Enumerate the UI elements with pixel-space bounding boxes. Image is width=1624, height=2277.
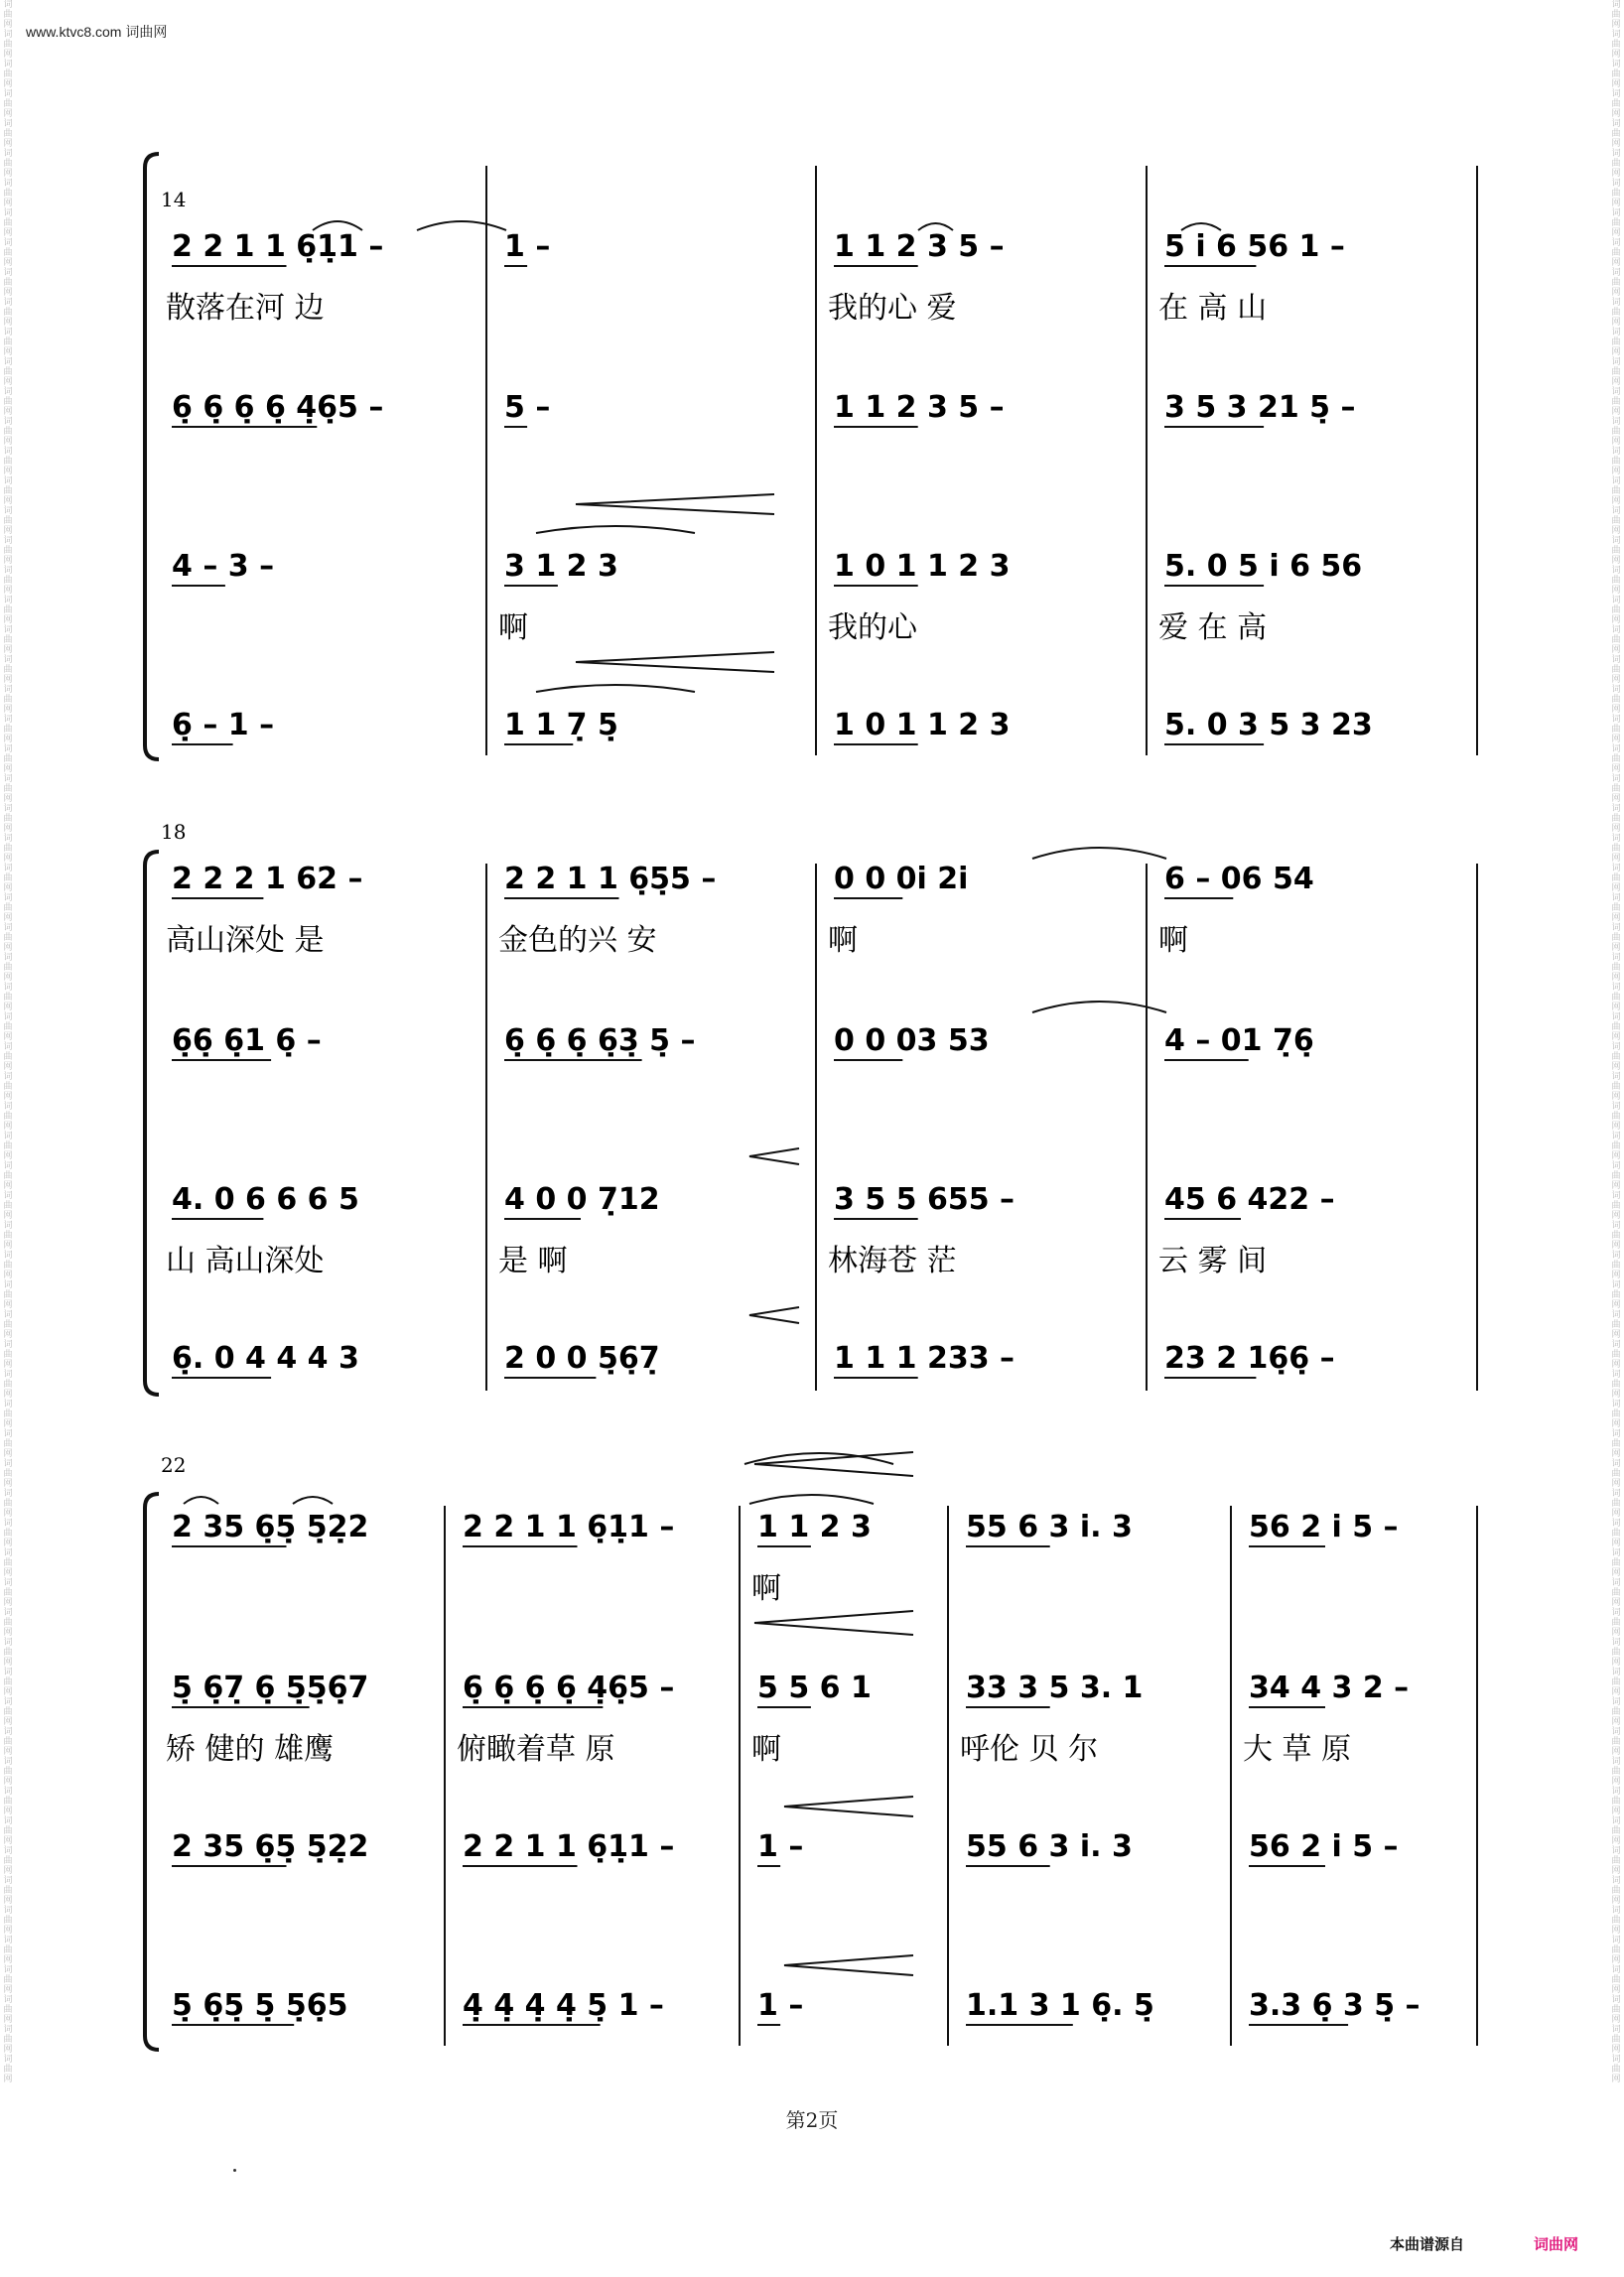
note-group: 56 2 i 5 – — [1249, 1510, 1399, 1544]
crescendo-hairpin — [754, 1611, 913, 1635]
lyric-text: 我的心 — [828, 610, 917, 645]
note-group: 1 1 2 3 5 – — [834, 390, 1005, 425]
note-group: 6̣ – 1 – — [172, 708, 275, 742]
note-group: 1.1 3 1 6̣. 5̣ — [966, 1988, 1154, 2023]
note-group: 23 2 16̣6̣ – — [1164, 1341, 1335, 1376]
note-group: 5̣ 6̣5̣ 5̣ 5̣6̣5 — [172, 1988, 348, 2023]
lyric-text: 金色的兴 安 — [498, 923, 657, 958]
measure-number: 18 — [161, 820, 187, 844]
slur-arc — [536, 526, 695, 533]
note-group: 1 1 2 3 — [757, 1510, 872, 1544]
slur-arc — [1032, 848, 1166, 859]
note-group: 1 1 7̣ 5̣ — [504, 708, 618, 742]
note-group: 55 6 3 i. 3 — [966, 1510, 1133, 1544]
note-group: 2 35 6̣5̣ 5̣2̣2 — [172, 1510, 369, 1544]
page-number-label: 第2页 — [785, 2108, 839, 2132]
note-group: 3.3 6̣ 3 5̣ – — [1249, 1988, 1421, 2023]
note-group: 5. 0 3 5 3 23 — [1164, 708, 1373, 742]
note-group: 1 – — [757, 1829, 804, 1864]
site-label: www.ktvc8.com 词曲网 — [26, 24, 168, 40]
note-group: 4 0 0 7̣12 — [504, 1182, 660, 1217]
note-group: 1 – — [757, 1988, 804, 2023]
note-group: 6̣. 0 4 4 4 3 — [172, 1341, 359, 1376]
note-group: 5 5 6 1 — [757, 1671, 872, 1705]
system-bracket — [145, 1494, 159, 2050]
note-group: 6̣ 6̣ 6̣ 6̣ 4̣6̣5 – — [463, 1671, 675, 1705]
slur-arc — [417, 221, 506, 230]
crescendo-hairpin — [576, 652, 774, 672]
stray-dot — [233, 2169, 236, 2172]
crescendo-hairpin — [749, 1148, 799, 1164]
crescendo-hairpin — [784, 1797, 913, 1816]
note-group: 4̣ 4̣ 4̣ 4̣ 5̣ 1 – — [463, 1988, 664, 2023]
measure-number: 22 — [161, 1453, 187, 1477]
slur-arc — [749, 1495, 874, 1504]
note-group: 0 0 0i 2i — [834, 862, 969, 896]
right-watermark: 词曲网词曲网词曲网词曲网词曲网词曲网词曲网词曲网词曲网词曲网词曲网词曲网词曲网词曲网词曲网词曲网词曲网词曲网词曲网词曲网词曲网词曲网词曲网词曲网词曲网词曲网词曲网词曲网词曲网词曲网词曲网词曲网词曲网词曲网词曲网词曲网词曲网词曲网词曲网词曲网词曲网词曲网词曲网词曲网词曲网词曲网词曲网词曲网词曲网词曲网词曲网词曲网词曲网词曲网词曲网词曲网词曲网词曲网词曲网词曲网词曲网词曲网词曲网词曲网词曲网词曲网词曲网词曲网词曲网词曲网 — [1611, 0, 1621, 2084]
lyric-text: 啊 — [498, 610, 528, 645]
note-group: 1 0 1 1 2 3 — [834, 549, 1011, 584]
note-group: 2 2 2 1 62 – — [172, 862, 363, 896]
slur-arc — [536, 685, 695, 692]
note-group: 2 2 1 1 6̣5̣5 – — [504, 862, 717, 896]
note-group: 3 1 2 3 — [504, 549, 618, 584]
note-group: 6̣ 6̣ 6̣ 6̣3̣ 5̣ – — [504, 1023, 696, 1058]
lyric-text: 山 高山深处 — [166, 1244, 325, 1278]
measure-number: 14 — [161, 188, 187, 211]
crescendo-hairpin — [749, 1307, 799, 1323]
slur-arc — [293, 1497, 333, 1504]
note-group: 2 0 0 5̣6̣7̣ — [504, 1341, 660, 1376]
note-group: 1 1 2 3 5 – — [834, 229, 1005, 264]
lyric-text: 是 啊 — [498, 1244, 568, 1278]
system-bracket — [145, 852, 159, 1395]
brand-logo-text: 词曲网 — [1534, 2235, 1579, 2253]
lyric-text: 啊 — [751, 1571, 781, 1606]
note-group: 4 – 3 – — [172, 549, 275, 584]
note-group: 5 i 6 56 1 – — [1164, 229, 1345, 264]
note-group: 6 – 06 54 — [1164, 862, 1314, 896]
note-group: 34 4 3 2 – — [1249, 1671, 1410, 1705]
note-group: 5. 0 5 i 6 56 — [1164, 549, 1363, 584]
system-bracket — [145, 154, 159, 759]
note-group: 5̣ 6̣7̣ 6̣ 5̣5̣6̣7 — [172, 1671, 369, 1705]
lyric-text: 林海苍 茫 — [828, 1244, 957, 1278]
crescendo-hairpin — [784, 1955, 913, 1975]
lyric-text: 我的心 爱 — [828, 291, 957, 326]
note-group: 2 2 1 1 6̣1̣1 – — [463, 1829, 675, 1864]
lyric-text: 云 雾 间 — [1158, 1244, 1268, 1278]
lyric-text: 大 草 原 — [1243, 1732, 1352, 1767]
lyric-text: 啊 — [1158, 923, 1188, 958]
note-group: 4 – 01 7̣6̣ — [1164, 1023, 1314, 1058]
note-group: 6̣ 6̣ 6̣ 6̣ 4̣6̣5 – — [172, 390, 384, 425]
lyric-text: 啊 — [751, 1732, 781, 1767]
note-group: 1 1 1 233 – — [834, 1341, 1015, 1376]
note-group: 1 – — [504, 229, 551, 264]
lyric-text: 俯瞰着草 原 — [457, 1732, 615, 1767]
source-label: 本曲谱源自 — [1390, 2235, 1465, 2253]
note-group: 0 0 03 53 — [834, 1023, 990, 1058]
note-group: 3 5 5 655 – — [834, 1182, 1015, 1217]
note-group: 2 2 1 1 6̣1̣1 – — [172, 229, 384, 264]
note-group: 55 6 3 i. 3 — [966, 1829, 1133, 1864]
lyric-text: 啊 — [828, 923, 858, 958]
lyric-text: 高山深处 是 — [166, 923, 325, 958]
note-group: 2 2 1 1 6̣1̣1 – — [463, 1510, 675, 1544]
crescendo-hairpin — [576, 494, 774, 514]
lyric-text: 呼伦 贝 尔 — [960, 1732, 1099, 1767]
note-group: 5 – — [504, 390, 551, 425]
lyric-text: 散落在河 边 — [166, 291, 325, 326]
note-group: 4. 0 6 6 6 5 — [172, 1182, 359, 1217]
lyric-text: 在 高 山 — [1158, 291, 1268, 326]
left-watermark: 词曲网词曲网词曲网词曲网词曲网词曲网词曲网词曲网词曲网词曲网词曲网词曲网词曲网词曲网词曲网词曲网词曲网词曲网词曲网词曲网词曲网词曲网词曲网词曲网词曲网词曲网词曲网词曲网词曲网词曲网词曲网词曲网词曲网词曲网词曲网词曲网词曲网词曲网词曲网词曲网词曲网词曲网词曲网词曲网词曲网词曲网词曲网词曲网词曲网词曲网词曲网词曲网词曲网词曲网词曲网词曲网词曲网词曲网词曲网词曲网词曲网词曲网词曲网词曲网词曲网词曲网词曲网词曲网词曲网词曲网 — [3, 0, 13, 2084]
note-group: 1 0 1 1 2 3 — [834, 708, 1011, 742]
slur-arc — [184, 1497, 218, 1504]
note-group: 2 35 6̣5̣ 5̣2̣2 — [172, 1829, 369, 1864]
note-group: 6̣6̣ 6̣1 6̣ – — [172, 1023, 322, 1058]
lyric-text: 矫 健的 雄鹰 — [166, 1732, 335, 1767]
note-group: 56 2 i 5 – — [1249, 1829, 1399, 1864]
note-group: 33 3 5 3. 1 — [966, 1671, 1144, 1705]
note-group: 45 6 422 – — [1164, 1182, 1335, 1217]
lyric-text: 爱 在 高 — [1158, 610, 1268, 645]
note-group: 3 5 3 21 5̣ – — [1164, 390, 1356, 425]
